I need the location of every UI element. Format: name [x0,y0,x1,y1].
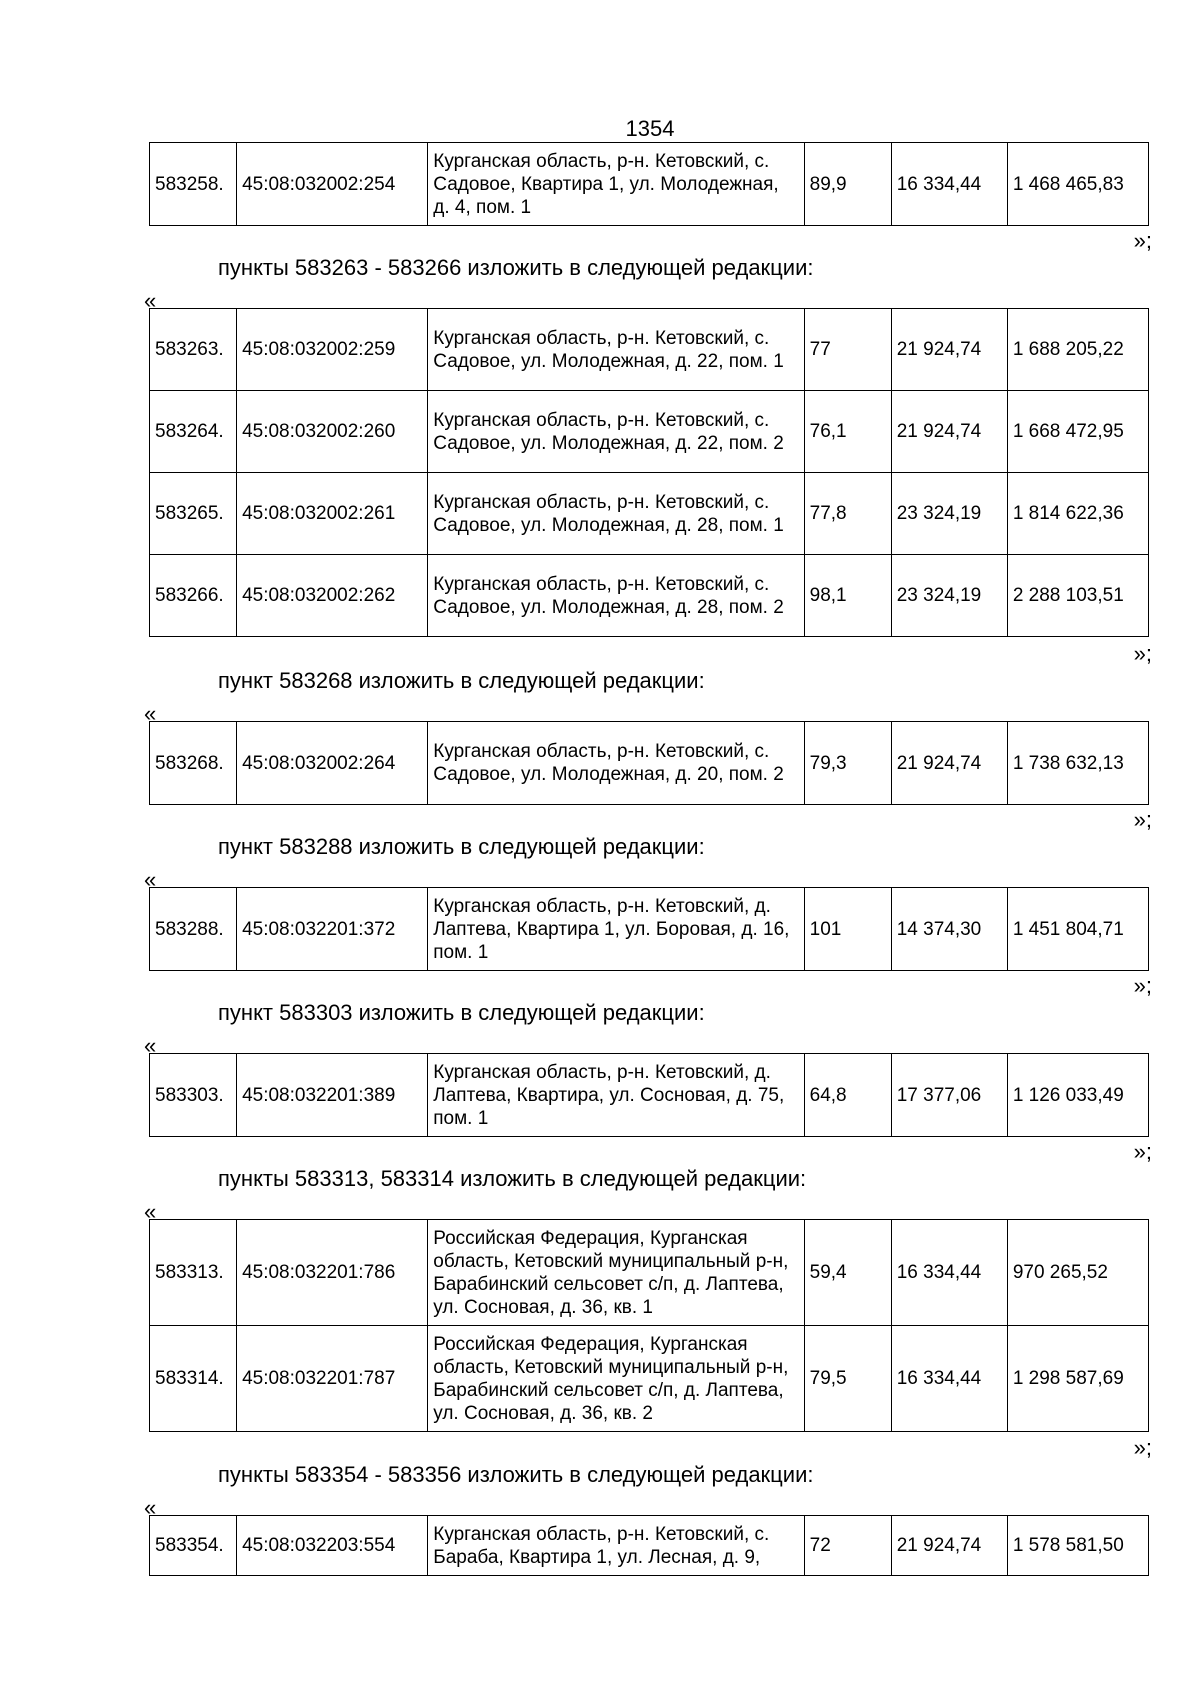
address-cell: Российская Федерация, Курганская область, Кетовский муниципальный р-н, Барабинский сельсовет с/п, д. Лаптева, ул. Сосновая, д. 36, кв. 1 [428,1220,804,1326]
area-cell: 77 [804,309,891,391]
row-number-cell: 583266. [150,555,237,637]
table-row [150,722,1149,805]
area-cell: 72 [804,1516,891,1576]
table-row [150,1516,1149,1576]
property-table [149,721,1149,805]
table-row [150,888,1149,971]
table-row [150,555,1149,637]
row-number-cell: 583263. [150,309,237,391]
price-per-unit-cell: 23 324,19 [891,473,1007,555]
cadastral-number-cell: 45:08:032002:264 [237,722,428,805]
property-table [149,1515,1149,1576]
price-per-unit-cell: 23 324,19 [891,555,1007,637]
row-number-cell: 583268. [150,722,237,805]
opening-quote: « [144,1495,157,1520]
closing-quote: »; [1133,641,1152,666]
cadastral-number-cell: 45:08:032002:260 [237,391,428,473]
address-cell: Российская Федерация, Курганская область, Кетовский муниципальный р-н, Барабинский сельсовет с/п, д. Лаптева, ул. Сосновая, д. 36, кв. 2 [428,1326,804,1432]
total-cost-cell: 2 288 103,51 [1007,555,1148,637]
cadastral-number-cell: 45:08:032201:372 [237,888,428,971]
address-cell: Курганская область, р-н. Кетовский, с. Садовое, ул. Молодежная, д. 22, пом. 1 [428,309,804,391]
price-per-unit-cell: 21 924,74 [891,1516,1007,1576]
cadastral-number-cell: 45:08:032002:254 [237,143,428,226]
opening-quote: « [144,701,157,726]
table-row [150,1326,1149,1432]
row-number-cell: 583264. [150,391,237,473]
table-row [150,309,1149,391]
total-cost-cell: 1 578 581,50 [1007,1516,1148,1576]
opening-quote: « [144,1199,157,1224]
property-table [149,1219,1149,1432]
price-per-unit-cell: 16 334,44 [891,1326,1007,1432]
total-cost-cell: 1 668 472,95 [1007,391,1148,473]
property-table [149,887,1149,971]
closing-quote: »; [1133,1139,1152,1164]
cadastral-number-cell: 45:08:032002:259 [237,309,428,391]
property-table [149,1053,1149,1137]
table-row [150,391,1149,473]
area-cell: 64,8 [804,1054,891,1137]
page-number: 1354 [625,116,675,141]
amendment-heading: пункт 583288 изложить в следующей редакции: [218,834,705,859]
closing-quote: »; [1133,228,1152,253]
table-row [150,1054,1149,1137]
address-cell: Курганская область, р-н. Кетовский, с. Садовое, ул. Молодежная, д. 22, пом. 2 [428,391,804,473]
total-cost-cell: 1 298 587,69 [1007,1326,1148,1432]
cadastral-number-cell: 45:08:032201:389 [237,1054,428,1137]
row-number-cell: 583313. [150,1220,237,1326]
address-cell: Курганская область, р-н. Кетовский, с. Садовое, ул. Молодежная, д. 20, пом. 2 [428,722,804,805]
table-row [150,473,1149,555]
price-per-unit-cell: 17 377,06 [891,1054,1007,1137]
closing-quote: »; [1133,1435,1152,1460]
address-cell: Курганская область, р-н. Кетовский, с. Бараба, Квартира 1, ул. Лесная, д. 9, [428,1516,804,1576]
total-cost-cell: 970 265,52 [1007,1220,1148,1326]
row-number-cell: 583314. [150,1326,237,1432]
row-number-cell: 583265. [150,473,237,555]
closing-quote: »; [1133,973,1152,998]
property-table [149,142,1149,226]
amendment-heading: пункты 583354 - 583356 изложить в следующей редакции: [218,1462,814,1487]
opening-quote: « [144,867,157,892]
price-per-unit-cell: 21 924,74 [891,391,1007,473]
address-cell: Курганская область, р-н. Кетовский, д. Лаптева, Квартира, ул. Сосновая, д. 75, пом. 1 [428,1054,804,1137]
amendment-heading: пункт 583268 изложить в следующей редакции: [218,668,705,693]
row-number-cell: 583288. [150,888,237,971]
row-number-cell: 583303. [150,1054,237,1137]
address-cell: Курганская область, р-н. Кетовский, д. Лаптева, Квартира 1, ул. Боровая, д. 16, пом. 1 [428,888,804,971]
total-cost-cell: 1 688 205,22 [1007,309,1148,391]
total-cost-cell: 1 451 804,71 [1007,888,1148,971]
cadastral-number-cell: 45:08:032203:554 [237,1516,428,1576]
area-cell: 101 [804,888,891,971]
table-row [150,1220,1149,1326]
cadastral-number-cell: 45:08:032002:261 [237,473,428,555]
area-cell: 59,4 [804,1220,891,1326]
amendment-heading: пункты 583263 - 583266 изложить в следующей редакции: [218,255,814,280]
area-cell: 79,5 [804,1326,891,1432]
property-table [149,308,1149,637]
cadastral-number-cell: 45:08:032201:786 [237,1220,428,1326]
address-cell: Курганская область, р-н. Кетовский, с. Садовое, ул. Молодежная, д. 28, пом. 1 [428,473,804,555]
area-cell: 76,1 [804,391,891,473]
total-cost-cell: 1 468 465,83 [1007,143,1148,226]
cadastral-number-cell: 45:08:032002:262 [237,555,428,637]
row-number-cell: 583354. [150,1516,237,1576]
opening-quote: « [144,1033,157,1058]
address-cell: Курганская область, р-н. Кетовский, с. Садовое, Квартира 1, ул. Молодежная, д. 4, пом. 1 [428,143,804,226]
price-per-unit-cell: 16 334,44 [891,143,1007,226]
table-row [150,143,1149,226]
price-per-unit-cell: 21 924,74 [891,722,1007,805]
total-cost-cell: 1 126 033,49 [1007,1054,1148,1137]
price-per-unit-cell: 14 374,30 [891,888,1007,971]
area-cell: 98,1 [804,555,891,637]
closing-quote: »; [1133,807,1152,832]
price-per-unit-cell: 16 334,44 [891,1220,1007,1326]
address-cell: Курганская область, р-н. Кетовский, с. Садовое, ул. Молодежная, д. 28, пом. 2 [428,555,804,637]
amendment-heading: пункт 583303 изложить в следующей редакции: [218,1000,705,1025]
opening-quote: « [144,288,157,313]
row-number-cell: 583258. [150,143,237,226]
area-cell: 89,9 [804,143,891,226]
amendment-heading: пункты 583313, 583314 изложить в следующей редакции: [218,1166,807,1191]
area-cell: 79,3 [804,722,891,805]
price-per-unit-cell: 21 924,74 [891,309,1007,391]
total-cost-cell: 1 814 622,36 [1007,473,1148,555]
area-cell: 77,8 [804,473,891,555]
total-cost-cell: 1 738 632,13 [1007,722,1148,805]
cadastral-number-cell: 45:08:032201:787 [237,1326,428,1432]
